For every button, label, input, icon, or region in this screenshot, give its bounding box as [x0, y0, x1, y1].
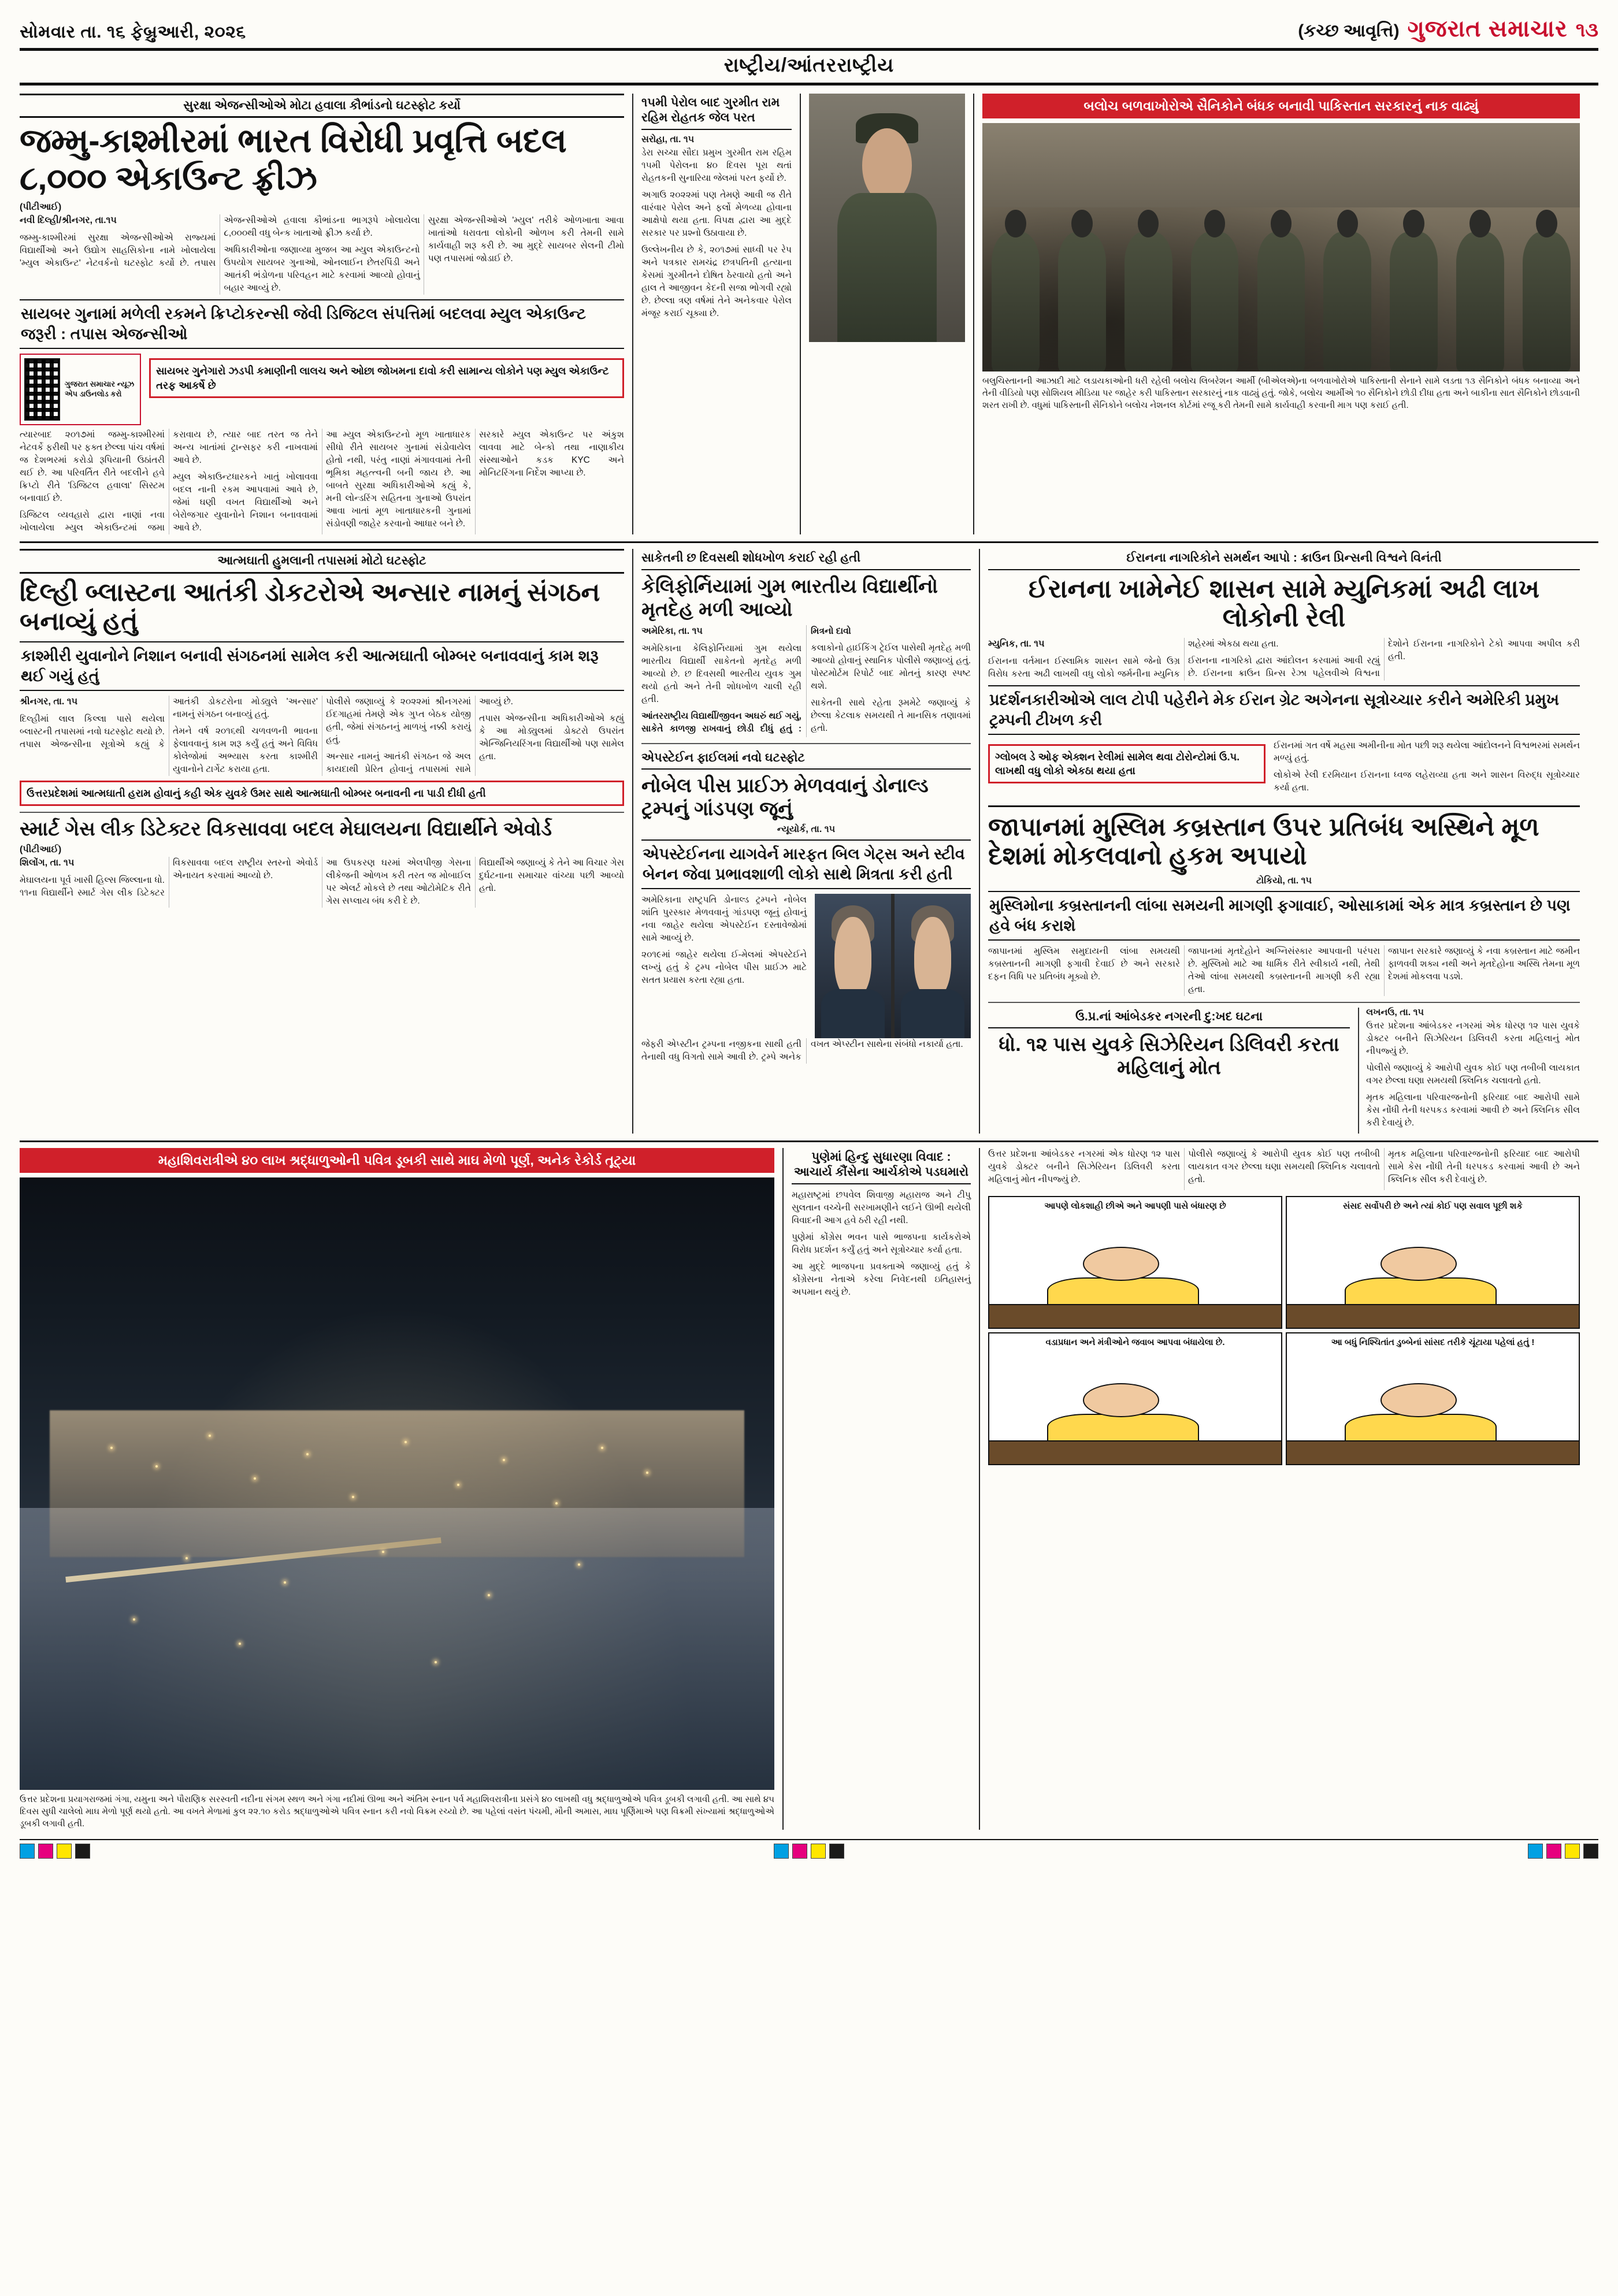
qr-code-icon[interactable] [24, 358, 60, 421]
up-dateline: લખનઉ, તા. ૧૫ [1366, 1008, 1424, 1018]
lead-kicker: સુરક્ષા એજન્સીઓએ મોટા હવાલા કૌભાંડનો ઘટસ્ફોટ કર્યો [20, 94, 624, 118]
parole-para-0: ડેરા સચ્ચા સૌદા પ્રમુખ ગુરમીત રામ રહિમ ૧૫મી પેરોલના ૪૦ દિવસ પૂરા થતાં રોહતકની સુનારિયા જેલમાં પરત ફર્યો છે. [641, 147, 792, 183]
up-kicker: ઉ.પ્ર.નાં આંબેડકર નગરની દુ:ખદ ઘટના [988, 1008, 1350, 1028]
parole-para-2: ઉલ્લેખનીય છે કે, ૨૦૧૭માં સાધ્વી પર રેપ અને પત્રકાર રામચંદ્ર છત્રપતિની હત્યાના કેસમાં ગુરમીતને દોષિત ઠેરવાયો હતો અને હાલ તે આજીવન કેદની સજા ભોગવી રહ્યો છે. છેલ્લા ત્રણ વર્ષમાં તેને અનેકવાર પેરોલ મંજૂર કરાઈ ચૂક્યા છે. [641, 244, 792, 318]
baloch-caption: બલુચિસ્તાનની આઝાદી માટે લડાયકાઓની ધરી રહેલી બલોચ લિબરેશન આર્મી (બીએલએ)ના બળવાખોરોએ પાકિસ્તાની સેનાને સામે લડતા ૧૩ સૈનિકોને બંધક બનાવ્યા અને તેની વીડિયો પણ સોશિયલ મીડિયા પર જાહેર કરી પાકિસ્તાન સરકારનું નાક વાઢ્યું હતું. જોકે, બલોચ આર્મીએ ૧૦ સૈનિકોને છોડી દીધા હતા અને બાકીના સાત સૈનિકોને છોડવાની શરત રાખી છે. વધુમાં પાકિસ્તાની સૈનિકોને બલોચ નેશનલ કોર્ટમાં રજૂ કરી તેમની સામે કાર્યવાહી કરવાની માગ પણ કરાઈ હતી. [982, 376, 1580, 410]
california-dateline: અમેરિકા, તા. ૧૫ [641, 626, 703, 636]
meghalaya-para-2: વિદ્યાર્થીએ જણાવ્યું કે તેને આ વિચાર ગેસ દુર્ઘટનાના સમાચાર વાંચ્યા પછી આવ્યો હતો. [479, 858, 624, 894]
japan-para-0: જાપાનમાં મુસ્લિમ સમુદાયની લાંબા સમયથી કબ્રસ્તાનની માગણી ફગાવી દેવાઈ છે અને સરકારે દફન વિધિ પર પ્રતિબંધ મૂક્યો છે. [988, 946, 1180, 982]
delhi-redbox: ઉત્તરપ્રદેશમાં આત્મઘાતી હરામ હોવાનું કહી એક યુવકે ઉમર સાથે આત્મઘાતી બોમ્બર બનાવની ના પાડી દીધી હતી [20, 781, 624, 806]
japan-story [988, 813, 1580, 996]
japan-para-2: જાપાન સરકારે જણાવ્યું કે નવા કબ્રસ્તાન માટે જમીન ફાળવવી શક્ય નથી અને મૃતદેહોના અસ્થિ તેમના મૂળ દેશમાં મોકલવા પડશે. [1388, 946, 1580, 982]
japan-headline: જાપાનમાં મુસ્લિમ કબ્રસ્તાન ઉપર પ્રતિબંધ અસ્થિને મૂળ દેશમાં મોકલવાનો હુકમ અપાયો [988, 812, 1539, 871]
lead-subhead: સાયબર ગુનામાં મળેલી રકમને ક્રિપ્ટોકરન્સી જેવી ડિજિટલ સંપત્તિમાં બદલવા મ્યુલ એકાઉન્ટ જરૂરી : તપાસ એજન્સીઓ [20, 299, 624, 349]
iran-para2-1: લોકોએ રેલી દરમિયાન ઈરાનના ધ્વજ લહેરાવ્યા હતા અને શાસન વિરુદ્ધ સૂત્રોચ્ચાર કર્યા હતા. [1274, 770, 1580, 793]
california-para-3: સાકેતની સાથે રહેતા રૂમમેટે જણાવ્યું કે છેલ્લા કેટલાક સમયથી તે માનસિક તણાવમાં હતો. [811, 697, 971, 733]
reg-swatch [1583, 1844, 1598, 1859]
delhi-blast-story [20, 549, 632, 1134]
california-headline: કેલિફોર્નિયામાં ગુમ ભારતીય વિદ્યાર્થીનો મૃતદેહ મળી આવ્યો [641, 575, 938, 621]
baloch-story [973, 94, 1580, 534]
lead-byline: (પીટીઆઈ) [20, 202, 62, 213]
lead-para-0: જમ્મુ-કાશ્મીરમાં સુરક્ષા એજન્સીઓએ રાજ્યમાં વિદ્યાર્થીઓ અને ઉદ્યોગ સાહસિકોના નામે ખોલાયેલા 'મ્યુલ એકાઉન્ટ' નેટવર્કનો ઘટસ્ફોટ કર્યો છે. તપાસ એજન્સીઓએ હવાલા કૌભાંડના ભાગરૂપે ખોલાયેલા ૮,૦૦૦થી વધુ બેન્ક ખાતાઓ ફ્રીઝ કર્યા છે. [20, 216, 420, 268]
iran-para-1: ઈરાનના નાગરિકો દ્વારા આંદોલન કરવામાં આવી રહ્યું છે. ઈરાનના ક્રાઉન પ્રિન્સ રેઝા પહેલવીએ વિશ્વના દેશોને ઈરાનના નાગરિકોને ટેકો આપવા અપીલ કરી હતી. [1188, 638, 1580, 678]
filler-para-0: ઉત્તર પ્રદેશના આંબેડકર નગરમાં એક ધોરણ ૧૨ પાસ યુવકે ડોક્ટર બનીને સિઝેરિયન ડિલિવરી કરતા મહિલાનું મોત નીપજ્યું છે. [988, 1149, 1180, 1185]
reg-swatch [38, 1844, 53, 1859]
california-para-0: અમેરિકાના કેલિફોર્નિયામાં ગુમ થયેલા ભારતીય વિદ્યાર્થી સાકેતનો મૃતદેહ મળી આવ્યો છે. છ દિવસથી ભારતીય યુવક ગુમ થયો હતો અને તેની શોધખોળ ચાલી રહી હતી. [641, 643, 801, 704]
japan-body [988, 945, 1580, 996]
top-divider [20, 541, 1598, 543]
delhi-para-1: તેમને વર્ષ ૨૦૧૬થી ચળવળની ભાવના ફેલાવવાનું કામ શરૂ કર્યું હતું અને વિવિધ કોલેજોમાં અભ્યાસ કરતા કાશ્મીરી યુવાનોને ટાર્ગેટ કરાયા હતા. [173, 726, 318, 774]
iran-redbox: ગ્લોબલ ડે ઓફ એક્શન રેલીમાં સામેલ થવા ટોરોન્ટોમાં ઉ.પ. લાખથી વધુ લોકો એકઠા થયા હતા [988, 744, 1266, 784]
california-epstein-column [632, 549, 979, 1134]
up-para-1: પોલીસે જણાવ્યું કે આરોપી યુવક કોઈ પણ તબીબી લાયકાત વગર છેલ્લા ઘણા સમયથી ક્લિનિક ચલાવતો હતો. [1366, 1063, 1580, 1086]
qr-caption: ગુજરાત સમાચાર ન્યૂઝ એપ ડાઉનલોડ કરો [64, 380, 135, 399]
bottom-block [20, 1148, 1598, 1830]
section-title: રાષ્ટ્રીય/આંતરરાષ્ટ્રીય [723, 54, 895, 76]
lead-redbox: સાયબર ગુનેગારો ઝડપી કમાણીની લાલચ અને ઓછા જોખમના દાવો કરી સામાન્ય લોકોને પણ મ્યુલ એકાઉન્ટ તરફ આકર્ષે છે [149, 358, 624, 398]
iran-body [988, 638, 1580, 681]
up-para-0: ઉત્તર પ્રદેશના આંબેડકર નગરમાં એક ધોરણ ૧૨ પાસ યુવકે ડોક્ટર બનીને સિઝેરિયન ડિલિવરી કરતા મહિલાનું મોત નીપજ્યું છે. [1366, 1021, 1580, 1057]
reg-swatch [1528, 1844, 1543, 1859]
reg-swatch [57, 1844, 72, 1859]
delhi-para-2: પોલીસે જણાવ્યું કે ૨૦૨૨માં શ્રીનગરમાં ઈદગાહમાં તેમણે એક ગુપ્ત બેઠક યોજી હતી, જેમાં સંગઠનનું માળખું નક્કી કરાયું હતું. [326, 696, 471, 745]
cartoon-panel [988, 1196, 1282, 1329]
epstein-photo [815, 894, 971, 1038]
iran-dateline: મ્યુનિક, તા. ૧૫ [988, 638, 1045, 649]
reg-group-right [1528, 1844, 1598, 1859]
cartoon-column [979, 1148, 1580, 1830]
color-registration-bar [20, 1839, 1598, 1860]
ganga-caption: ઉત્તર પ્રદેશના પ્રયાગરાજમાં ગંગા, યમુના અને પૌરાણિક સરસ્વતી નદીના સંગમ સ્થળ અને ગંગા નદીમાં ઊભા અને અંતિમ સ્નાન પર્વ મહાશિવરાત્રીના પ્રસંગે ૪૦ લાખથી વધુ શ્રદ્ધાળુઓએ પવિત્ર ડૂબકી લગાવી હતી. આ સાથે ૪૫ દિવસ સુધી ચાલેલો માઘ મેળો પૂર્ણ થયો હતો. આ વખતે મેળામાં કુલ ૨૨.૧૦ કરોડ શ્રદ્ધાળુઓએ પવિત્ર સ્નાન કરી નવો વિક્રમ રચ્યો છે. આ પહેલાં વસંત પંચમી, મૌની અમાસ, માઘ પૂર્ણિમાએ પણ વિક્રમી સંખ્યામાં શ્રદ્ધાળુઓએ ડૂબકી લગાવી હતી. [20, 1794, 774, 1829]
up-headline: ધો. ૧૨ પાસ યુવકે સિઝેરિયન ડિલિવરી કરતા મહિલાનું મોત [999, 1034, 1339, 1079]
california-para-2: કલાકોનો હાઈકિંગ ટ્રેઈલ પાસેથી મૃતદેહ મળી આવ્યો હોવાનું સ્થાનિક પોલીસે જણાવ્યું હતું. પોસ્ટમોર્ટમ રિપોર્ટ બાદ મોતનું કારણ સ્પષ્ટ થશે. [811, 642, 971, 691]
cartoon-panel [988, 1332, 1282, 1465]
meghalaya-para-0: મેઘાલયના પૂર્વ ખાસી હિલ્સ જિલ્લાના ધો. ૧૧ના વિદ્યાર્થીને સ્માર્ટ ગેસ લીક ડિટેક્ટર વિકસાવવા બદલ રાષ્ટ્રીય સ્તરનો એવોર્ડ એનાયત કરવામાં આવ્યો છે. [20, 858, 318, 898]
pune-para-0: મહારાષ્ટ્રમાં છપવેલ શિવાજી મહારાજ અને ટીપુ સુલતાન વચ્ચેની સરખામણીને લઈને ઊભી થયેલી વિવાદની આગ હવે ઠરી રહી નથી. [792, 1190, 971, 1225]
masthead [20, 16, 1598, 46]
filler-text [988, 1148, 1580, 1190]
epstein-kicker: એપસ્ટેઈન ફાઈલમાં નવો ઘટસ્ફોટ [641, 749, 971, 770]
pune-para-2: આ મુદ્દે ભાજપના પ્રવક્તાએ જણાવ્યું હતું કે કોંગ્રેસના નેતાએ કરેલા નિવેદનથી ઇતિહાસનું અપમાન થયું છે. [792, 1261, 971, 1297]
lead-col-para-3: આ મ્યુલ એકાઉન્ટનો મૂળ ખાતાધારક સીધો રીતે સાયબર ગુનામાં સંડોવાયેલ હોતો નથી, પરંતુ નાણાં મંગાવવામાં તેની ભૂમિકા મહત્ત્વની બની જાય છે. આ બાબતે સુરક્ષા અધિકારીઓએ કહ્યું કે, મની લોન્ડરિંગ સહિતના ગુનાઓ ઉપરાંત આવા ખાતાં મૂળ ખાતાધારકની ગુનામાં સંડોવણી જાહેર કરવાનો આધાર બને છે. [326, 430, 471, 529]
reg-swatch [75, 1844, 90, 1859]
epstein-dateline: ન્યૂયોર્ક, તા. ૧૫ [777, 824, 836, 835]
reg-swatch [811, 1844, 826, 1859]
lead-col-para-1: ડિજિટલ વ્યવહારો દ્વારા નાણાં નવા ખોલાયેલા મ્યુલ એકાઉન્ટમાં જમા કરાવાય છે, ત્યાર બાદ તરત જ તેને અન્ય ખાતાંમાં ટ્રાન્સફર કરી નાખવામાં આવે છે. [20, 430, 318, 533]
iran-subhead: પ્રદર્શનકારીઓએ લાલ ટોપી પહેરીને મેક ઈરાન ગ્રેટ અગેનના સૂત્રોચ્ચાર કરીને અમેરિકી પ્રમુખ ટ્રમ્પની ટીખળ કરી [988, 685, 1580, 735]
delhi-para-3: અન્સાર નામનું આતંકી સંગઠન જે અલ કાયદાથી પ્રેરિત હોવાનું તપાસમાં સામે આવ્યું છે. [326, 696, 513, 774]
iran-kicker: ઈરાનના નાગરિકોને સમર્થન આપો : ક્રાઉન પ્રિન્સની વિશ્વને વિનંતી [988, 549, 1580, 570]
delhi-para-4: તપાસ એજન્સીના અધિકારીઓએ કહ્યું કે આ મોડ્યુલમાં ડોક્ટરો ઉપરાંત એન્જિનિયરિંગના વિદ્યાર્થીઓ પણ સામેલ હતા. [479, 713, 624, 761]
delhi-dateline: શ્રીનગર, તા. ૧૫ [20, 696, 78, 707]
delhi-para-0: દિલ્હીમાં લાલ કિલ્લા પાસે થયેલા બ્લાસ્ટની તપાસમાં નવો ઘટસ્ફોટ થયો છે. તપાસ એજન્સીના સૂત્રોએ કહ્યું કે આતંકી ડોકટરોના મોડ્યુલે 'અન્સાર' નામનું સંગઠન બનાવ્યું હતું. [20, 696, 318, 749]
california-kicker: સાકેતની છ દિવસથી શોધખોળ કરાઈ રહી હતી [641, 549, 971, 570]
up-para-2: મૃતક મહિલાના પરિવારજનોની ફરિયાદ બાદ આરોપી સામે કેસ નોંધી તેની ધરપકડ કરવામાં આવી છે અને ક્લિનિક સીલ કરી દેવાયું છે. [1366, 1093, 1580, 1128]
reg-group-left [20, 1844, 90, 1859]
lead-headline: જમ્મુ-કાશ્મીરમાં ભારત વિરોધી પ્રવૃત્તિ બદલ ૮,૦૦૦ એકાઉન્ટ ફ્રીઝ [20, 122, 567, 198]
iran-para2-0: ઈરાનમાં ગત વર્ષે મહસા અમીનીના મોત પછી શરૂ થયેલા આંદોલનને વિશ્વભરમાં સમર્થન મળ્યું હતું. [1274, 740, 1580, 763]
cartoon-caption-3: આ બધું નિશ્ચિતાંત ડુબ્બેનાં સાંસદ તરીકે ચૂંટાયા પહેલાં હતું ! [1331, 1338, 1535, 1348]
top-block [20, 94, 1598, 534]
epstein-subhead: એપસ્ટેઈનના યાગવેર્ન મારફત બિલ ગેટ્સ અને સ્ટીવ બેનન જેવા પ્રભાવશાળી લોકો સાથે મિત્રતા કરી હતી [641, 839, 971, 889]
officer-photo [809, 94, 965, 342]
masthead-edition: (કચ્છ આવૃત્તિ) [1298, 21, 1400, 40]
meghalaya-headline: સ્માર્ટ ગેસ લીક ડિટેક્ટર વિકસાવવા બદલ મેઘાલયના વિદ્યાર્થીને એવોર્ડ [20, 818, 552, 841]
parole-kicker: ૧૫મી પેરોલ બાદ ગુરમીત રામ રહિમ રોહતક જેલ પરત [641, 94, 792, 130]
pune-box [782, 1148, 979, 1830]
parole-para-1: અગાઉ ૨૦૨૨માં પણ તેમણે આવી જ રીતે વારંવાર પેરોલ અને ફર્લો મેળવ્યા હોવાના આક્ષેપો થયા હતા. વિપક્ષ દ્વારા આ મુદ્દે સરકાર પર પ્રશ્નો ઉઠાવાયા છે. [641, 190, 792, 238]
meghalaya-para-1: આ ઉપકરણ ઘરમાં એલપીજી ગેસના લીકેજની ઓળખ કરી તરત જ મોબાઈલ પર એલર્ટ મોકલે છે તથા ઓટોમેટિક રીતે ગેસ સપ્લાય બંધ કરી દે છે. [326, 858, 471, 906]
masthead-date: સોમવાર તા. ૧૬ ફેબ્રુઆરી, ૨૦૨૬ [20, 23, 246, 42]
ganga-photo [20, 1177, 774, 1790]
cartoon-caption-2: વડાપ્રધાન અને મંત્રીઓને જવાબ આપવા બંધાયેલા છે. [1045, 1338, 1225, 1348]
cartoon-panel [1286, 1332, 1580, 1465]
california-para-1: આંતરરાષ્ટ્રીય વિદ્યાર્થી/જીવન અઘરું થઈ ગયું, સાકેતે કાળજી રાખવાનું છોડી દીધું હતું : મિત્રનો દાવો [641, 626, 851, 734]
delhi-kicker: આત્મઘાતી હુમલાની તપાસમાં મોટો ઘટસ્ફોટ [20, 549, 624, 573]
lead-story [20, 94, 632, 534]
lead-intro-text [20, 214, 624, 295]
page-number: ૧૩ [1575, 19, 1598, 41]
japan-para-1: જાપાનમાં મૃતદેહોને અગ્નિસંસ્કાર આપવાની પરંપરા છે. મુસ્લિમો માટે આ ધાર્મિક રીતે સ્વીકાર્ય નથી, તેથી તેઓ લાંબા સમયથી કબ્રસ્તાનની માગણી કરી રહ્યા હતા. [1188, 946, 1380, 995]
lead-para-2: સુરક્ષા એજન્સીઓએ 'મ્યુલ' તરીકે ઓળખાતા આવા ખાતાંઓ ધરાવતા લોકોની ઓળખ કરી તેમની સામે કાર્યવાહી શરૂ કરી છે. આ મુદ્દે સાયબર સેલની ટીમો પણ તપાસમાં જોડાઈ છે. [428, 216, 624, 264]
reg-swatch [792, 1844, 807, 1859]
lead-dateline: નવી દિલ્હી/શ્રીનગર, તા.૧૫ [20, 216, 117, 226]
reg-swatch [774, 1844, 789, 1859]
epstein-headline: નોબેલ પીસ પ્રાઈઝ મેળવવાનું ડોનાલ્ડ ટ્રમ્પનું ગાંડપણ જૂનું [641, 774, 929, 820]
cartoon-panel [1286, 1196, 1580, 1329]
filler-para-2: મૃતક મહિલાના પરિવારજનોની ફરિયાદ બાદ આરોપી સામે કેસ નોંધી તેની ધરપકડ કરવામાં આવી છે અને ક્લિનિક સીલ કરી દેવાયું છે. [1388, 1149, 1580, 1185]
japan-subhead: મુસ્લિમોના કબ્રસ્તાનની લાંબા સમયની માગણી ફગાવાઈ, ઓસાકામાં એક માત્ર કબ્રસ્તાન છે પણ હવે બંધ કરાશે [988, 891, 1580, 941]
cartoon-caption-0: આપણે લોકશાહી છીએ અને આપણી પાસે બંધારણ છે [1044, 1201, 1226, 1212]
japan-dateline: ટોકિયો, તા. ૧૫ [1256, 875, 1312, 886]
ganga-story [20, 1148, 782, 1830]
middle-block [20, 549, 1598, 1134]
baloch-photo [982, 123, 1580, 371]
iran-headline: ઈરાનના ખામેનેઈ શાસન સામે મ્યુનિકમાં અઢી લાખ લોકોની રેલી [1028, 574, 1540, 633]
delhi-headline: દિલ્હી બ્લાસ્ટના આતંકી ડોકટરોએ અન્સાર નામનું સંગઠન બનાવ્યું હતું [20, 578, 600, 636]
reg-swatch [1546, 1844, 1561, 1859]
meghalaya-dateline: શિલોંગ, તા. ૧૫ [20, 858, 75, 868]
epstein-para-2: જેફરી એપ્સ્ટીન ટ્રમ્પના નજીકના સાથી હતી તેનાથી વધુ વિગતો સામે આવી છે. ટ્રમ્પે અનેક વખત એપ્સ્ટીન સાથેના સંબંધો નકાર્યા હતા. [641, 1039, 963, 1062]
reg-swatch [20, 1844, 35, 1859]
lead-body-text [20, 429, 624, 534]
lead-col-para-0: ત્યારબાદ ૨૦૧૭માં જમ્મુ-કાશ્મીરમાં નેટવર્કે ફરીથી પર ફક્ત છેલ્લા પાંચ વર્ષમાં જ દેશભરમાં કરોડો રૂપિયાની ઉઠાંતરી થઈ છે. આ પરિવર્તિત રીતે બદલીને હવે ક્રિપ્ટો રીતે 'ડિજિટલ હવાલા' સિસ્ટમ બનાવાઈ છે. [20, 430, 165, 504]
section-bar [20, 51, 1598, 86]
lead-col-para-4: સરકારે મ્યુલ એકાઉન્ટ પર અંકુશ લાવવા માટે બેન્કો તથા નાણાકીય સંસ્થાઓને કડક KYC અને મોનિટરિંગના નિર્દેશ આપ્યા છે. [479, 430, 624, 478]
cartoon-caption-1: સંસદ સર્વોપરી છે અને ત્યાં કોઈ પણ સવાલ પૂછી શકે [1343, 1201, 1523, 1212]
meghalaya-body [20, 857, 624, 908]
baloch-banner: બલોચ બળવાખોરોએ સૈનિકોને બંધક બનાવી પાકિસ્તાન સરકારનું નાક વાઢ્યું [982, 94, 1580, 118]
reg-swatch [1565, 1844, 1580, 1859]
meghalaya-byline: (પીટીઆઈ) [20, 845, 62, 855]
delhi-body [20, 696, 624, 776]
epstein-para-1: ૨૦૧૯માં જાહેર થયેલા ઈ-મેલમાં એપસ્ટેઈને લખ્યું હતું કે ટ્રમ્પ નોબેલ પીસ પ્રાઈઝ માટે સતત પ્રયાસ કરતા રહ્યા હતા. [641, 950, 807, 986]
ganga-banner: મહાશિવરાત્રીએ ૪૦ લાખ શ્રદ્ધાળુઓની પવિત્ર ડૂબકી સાથે માઘ મેળો પૂર્ણ, અનેક રેકોર્ડ તૂટ્યા [20, 1148, 774, 1173]
lead-col-para-2: મ્યુલ એકાઉન્ટધારકને ખાતું ખોલાવવા બદલ નાની રકમ આપવામાં આવે છે, જેમાં ઘણી વખત વિદ્યાર્થીઓ અને બેરોજગાર યુવાનોને નિશાન બનાવવામાં આવે છે. [173, 472, 318, 533]
delhi-subhead: કાશ્મીરી યુવાનોને નિશાન બનાવી સંગઠનમાં સામેલ કરી આત્મઘાતી બોમ્બર બનાવવાનું કામ શરૂ થઈ ગયું હતું [20, 641, 624, 691]
iran-japan-column [979, 549, 1580, 1134]
qr-block [20, 354, 141, 425]
cartoon-grid [988, 1196, 1580, 1465]
pune-para-1: પુણેમાં કોંગ્રેસ ભવન પાસે ભાજપના કાર્યકરોએ વિરોધ પ્રદર્શન કર્યું હતું અને સૂત્રોચ્ચાર કર્યા હતા. [792, 1232, 971, 1255]
parole-story [632, 94, 800, 534]
iran-para-0: ઈરાનના વર્તમાન ઈસ્લામિક શાસન સામે જેનો ઉગ્ર વિરોધ કરતા અઢી લાખથી વધુ લોકો જર્મનીના મ્યુનિક શહેરમાં એકઠા થયા હતા. [988, 638, 1279, 679]
officer-photo-block [800, 94, 973, 534]
reg-swatch [829, 1844, 844, 1859]
middle-divider [20, 1140, 1598, 1142]
filler-para-1: પોલીસે જણાવ્યું કે આરોપી યુવક કોઈ પણ તબીબી લાયકાત વગર છેલ્લા ઘણા સમયથી ક્લિનિક ચલાવતો હતો. [1188, 1149, 1380, 1185]
up-story [988, 1008, 1580, 1134]
lead-para-1: અધિકારીઓના જણાવ્યા મુજબ આ મ્યુલ એકાઉન્ટનો ઉપયોગ સાયબર ગુનાઓ, ઓનલાઈન છેતરપિંડી અને આતંકી ભંડોળના પરિવહન માટે કરવામાં આવ્યો હોવાનું બહાર આવ્યું છે. [224, 245, 420, 293]
epstein-para-0: અમેરિકાના રાષ્ટ્રપતિ ડોનાલ્ડ ટ્રમ્પને નોબેલ શાંતિ પુરસ્કાર મેળવવાનું ગાંડપણ જૂનું હોવાનું નવા જાહેર થયેલા એપસ્ટેઈન દસ્તાવેજોમાં સામે આવ્યું છે. [641, 895, 807, 943]
reg-group-center [774, 1844, 844, 1859]
epstein-story [641, 749, 971, 1064]
parole-dateline: સરોહા, તા. ૧૫ [641, 134, 695, 144]
pune-title: પુણેમાં હિન્દુ સુધારણા વિવાદ : આચાર્ય કૌંસેના આર્ચકોએ પડઘમારો [792, 1148, 971, 1184]
masthead-brand: ગુજરાત સમાચાર [1407, 16, 1568, 42]
california-body [641, 625, 971, 737]
meghalaya-story [20, 818, 624, 908]
